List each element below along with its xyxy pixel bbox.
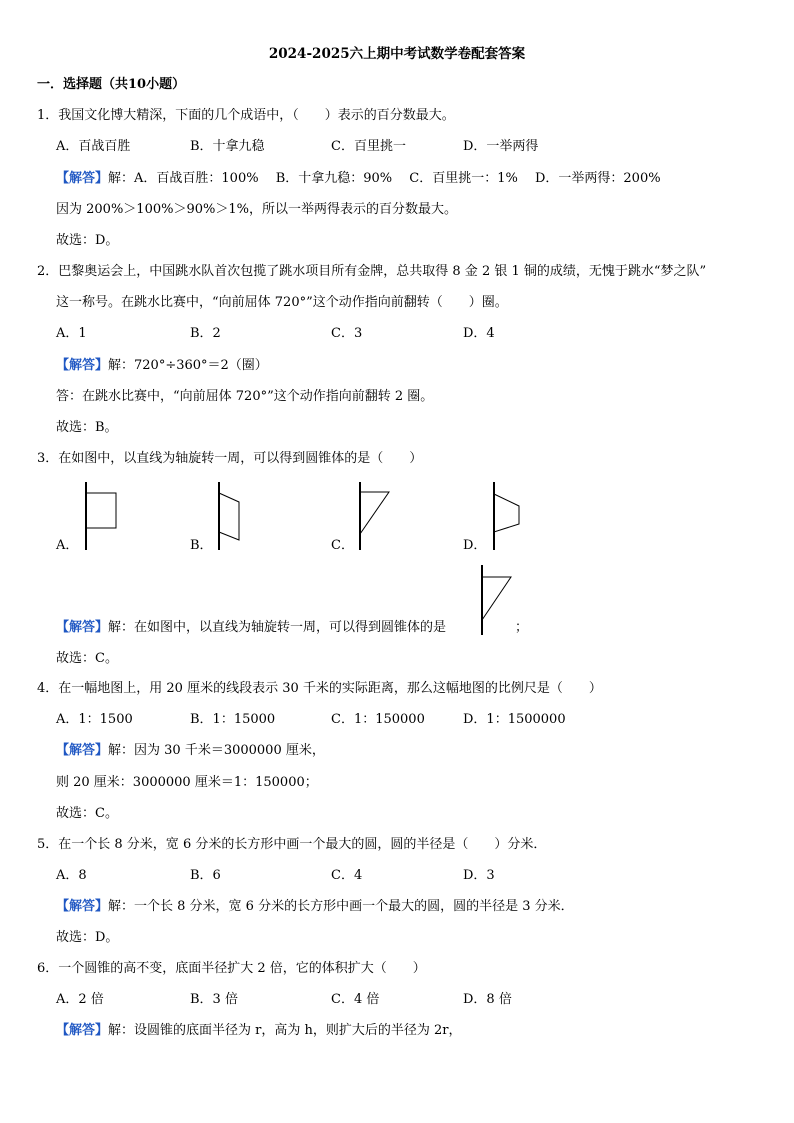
q2-option-a: A．1 <box>56 326 87 341</box>
q1-option-b: B．十拿九稳 <box>190 139 265 154</box>
q3-answer: 【解答】解：在如图中，以直线为轴旋转一周，可以得到圆锥体的是 <box>56 620 447 635</box>
q3-option-a: A． <box>56 538 79 553</box>
q4-option-c: C．1：150000 <box>331 712 425 727</box>
q5-option-b: B．6 <box>190 868 221 883</box>
q4-answer: 【解答】解：因为 30 千米＝3000000 厘米， <box>56 743 325 758</box>
q4-option-b: B．1：15000 <box>190 712 276 727</box>
q4-stem: 4．在一幅地图上，用 20 厘米的线段表示 30 千米的实际距离，那么这幅地图的比例尺是（ ） <box>37 681 602 696</box>
q4-option-d: D．1：1500000 <box>463 712 566 727</box>
q2-option-b: B．2 <box>190 326 221 341</box>
q6-option-b: B．3 倍 <box>190 992 238 1007</box>
q3-option-c: C． <box>331 538 354 553</box>
q5-answer: 【解答】解：一个长 8 分米，宽 6 分米的长方形中画一个最大的圆，圆的半径是 3 分米． <box>56 899 574 914</box>
q4-option-a: A．1：1500 <box>56 712 133 727</box>
answer-figure-triangle <box>478 565 518 637</box>
q6-stem: 6．一个圆锥的高不变，底面半径扩大 2 倍，它的体积扩大（ ） <box>37 961 426 976</box>
q3-answer-end: ； <box>515 620 529 635</box>
q1-answer: 【解答】解：A．百战百胜：100% B．十拿九稳：90% C．百里挑一：1% D．一举两得：200% <box>56 171 661 186</box>
q4-choice: 故选：C。 <box>56 806 118 821</box>
q1-stem: 1．我国文化博大精深，下面的几个成语中，（ ）表示的百分数最大。 <box>37 108 455 123</box>
q5-stem: 5．在一个长 8 分米，宽 6 分米的长方形中画一个最大的圆，圆的半径是（ ）分米． <box>37 837 547 852</box>
q6-option-d: D．8 倍 <box>463 992 512 1007</box>
q2-option-c: C．3 <box>331 326 363 341</box>
q2-answer: 【解答】解：720°÷360°＝2（圈） <box>56 358 268 373</box>
figure-c-triangle <box>356 482 396 550</box>
q3-option-b: B． <box>190 538 213 553</box>
q6-option-c: C．4 倍 <box>331 992 380 1007</box>
q1-option-d: D．一举两得 <box>463 139 539 154</box>
q3-choice: 故选：C。 <box>56 651 118 666</box>
q6-answer: 【解答】解：设圆锥的底面半径为 r，高为 h，则扩大后的半径为 2r， <box>56 1023 462 1038</box>
figure-d-trapezoid <box>490 482 526 550</box>
q1-choice: 故选：D。 <box>56 233 119 248</box>
q1-option-a: A．百战百胜 <box>56 139 131 154</box>
q2-stem: 2．巴黎奥运会上，中国跳水队首次包揽了跳水项目所有金牌，总共取得 8 金 2 银 1 铜的成绩，无愧于跳水“梦之队” <box>37 264 707 279</box>
q3-option-d: D． <box>463 538 487 553</box>
figure-b-trapezoid <box>215 482 245 550</box>
q4-reason: 则 20 厘米：3000000 厘米＝1：150000； <box>56 775 318 790</box>
figure-a-rectangle <box>82 482 122 550</box>
q3-stem: 3．在如图中，以直线为轴旋转一周，可以得到圆锥体的是（ ） <box>37 451 423 466</box>
q5-choice: 故选：D。 <box>56 930 119 945</box>
q2-stem-cont: 这一称号。在跳水比赛中，“向前屈体 720°”这个动作指向前翻转（ ）圈。 <box>56 295 508 310</box>
q1-option-c: C．百里挑一 <box>331 139 406 154</box>
q5-option-a: A．8 <box>56 868 87 883</box>
q6-option-a: A．2 倍 <box>56 992 104 1007</box>
page-title: 2024-2025六上期中考试数学卷配套答案 <box>268 46 526 62</box>
q2-choice: 故选：B。 <box>56 420 118 435</box>
q2-reason: 答：在跳水比赛中，“向前屈体 720°”这个动作指向前翻转 2 圈。 <box>56 389 434 404</box>
q5-option-d: D．3 <box>463 868 495 883</box>
q5-option-c: C．4 <box>331 868 363 883</box>
q1-reason: 因为 200%＞100%＞90%＞1%，所以一举两得表示的百分数最大。 <box>56 202 457 217</box>
q2-option-d: D．4 <box>463 326 495 341</box>
section-heading: 一．选择题（共10小题） <box>37 77 186 92</box>
